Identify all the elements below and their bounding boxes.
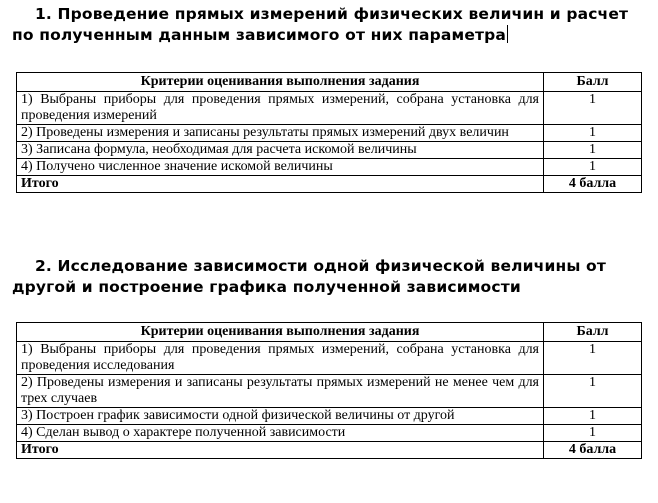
criteria-column-header: Критерии оценивания выполнения задания: [17, 323, 544, 342]
table-row: [17, 375, 642, 408]
table-header-row: [17, 73, 642, 92]
section-1-title-line2: по полученным данным зависимого от них параметра: [12, 26, 506, 44]
total-row: [17, 442, 642, 459]
criterion-text: 3) Записана формула, необходимая для расчета искомой величины: [17, 142, 544, 159]
criterion-text: 3) Построен график зависимости одной физической величины от другой: [17, 408, 544, 425]
criterion-text: 1) Выбраны приборы для проведения прямых измерений, собрана установка для проведения исследования: [17, 342, 544, 375]
section-2-number: 2.: [35, 257, 52, 275]
total-label: Итого: [17, 176, 544, 193]
score-column-header: Балл: [544, 73, 642, 92]
section-1-heading: [12, 4, 646, 46]
total-row: [17, 176, 642, 193]
text-cursor: [507, 25, 508, 43]
criterion-score: 1: [544, 159, 642, 176]
criteria-column-header: Критерии оценивания выполнения задания: [17, 73, 544, 92]
total-score: 4 балла: [544, 176, 642, 193]
table-row: [17, 425, 642, 442]
table-row: [17, 159, 642, 176]
criterion-text: 4) Получено численное значение искомой величины: [17, 159, 544, 176]
total-label: Итого: [17, 442, 544, 459]
criterion-text: 4) Сделан вывод о характере полученной зависимости: [17, 425, 544, 442]
criterion-score: 1: [544, 125, 642, 142]
section-2-title-line1: Исследование зависимости одной физической величины от: [57, 257, 606, 275]
table-row: [17, 125, 642, 142]
criterion-score: 1: [544, 92, 642, 125]
total-score: 4 балла: [544, 442, 642, 459]
table-header-row: [17, 323, 642, 342]
criterion-text: 2) Проведены измерения и записаны результаты прямых измерений не менее чем для трех случаев: [17, 375, 544, 408]
score-column-header: Балл: [544, 323, 642, 342]
criterion-score: 1: [544, 408, 642, 425]
criterion-score: 1: [544, 425, 642, 442]
criterion-score: 1: [544, 142, 642, 159]
criterion-text: 1) Выбраны приборы для проведения прямых измерений, собрана установка для проведения измерений: [17, 92, 544, 125]
section-1-title-line1: Проведение прямых измерений физических величин и расчет: [57, 5, 629, 23]
table-row: [17, 92, 642, 125]
table-row: [17, 342, 642, 375]
section-2-title-line2: другой и построение графика полученной зависимости: [12, 278, 521, 296]
criteria-table-2: [16, 322, 642, 459]
criterion-score: 1: [544, 342, 642, 375]
criterion-score: 1: [544, 375, 642, 408]
criterion-text: 2) Проведены измерения и записаны результаты прямых измерений двух величин: [17, 125, 544, 142]
criteria-table-1: [16, 72, 642, 193]
table-row: [17, 142, 642, 159]
table-row: [17, 408, 642, 425]
section-2-heading: [12, 256, 646, 298]
section-1-number: 1.: [35, 5, 52, 23]
